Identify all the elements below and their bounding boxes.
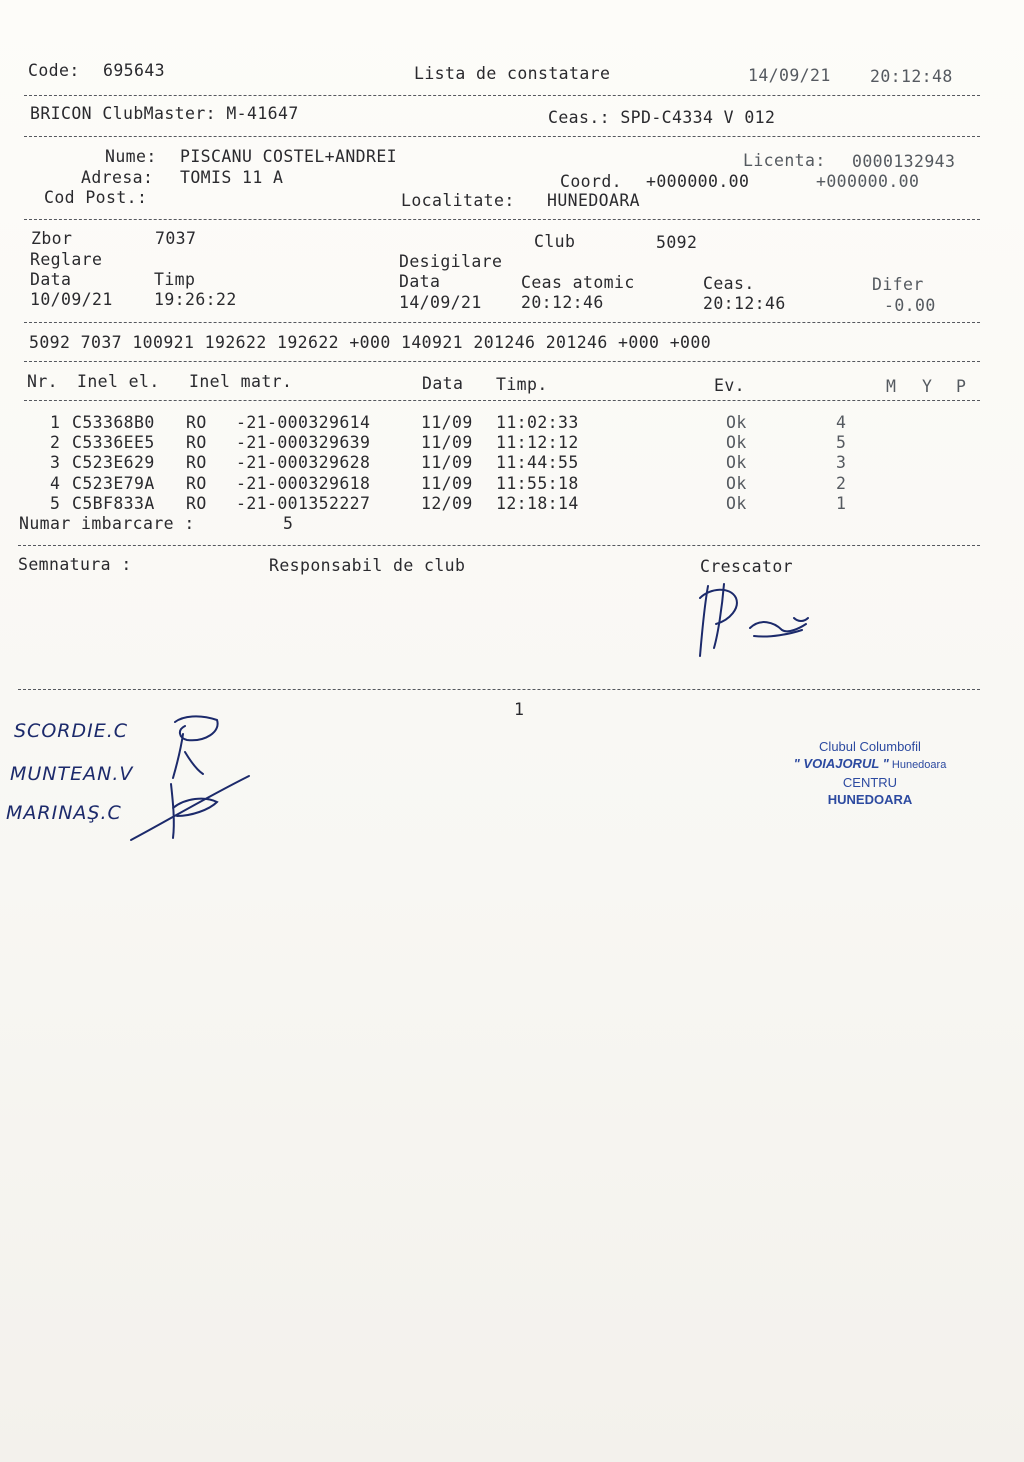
row-data: 11/09	[421, 474, 473, 493]
table-row	[0, 413, 1024, 433]
row-country: RO	[186, 433, 207, 452]
reglare-data-label: Data	[30, 270, 72, 289]
row-country: RO	[186, 474, 207, 493]
difer-label: Difer	[872, 275, 924, 294]
committee-signatures	[125, 712, 255, 852]
row-data: 11/09	[421, 453, 473, 472]
divider	[24, 400, 980, 401]
nume-label: Nume:	[105, 147, 157, 166]
row-country: RO	[186, 453, 207, 472]
table-row	[0, 433, 1024, 453]
zbor-label: Zbor	[31, 229, 73, 248]
stamp-line-4: HUNEDOARA	[827, 792, 913, 807]
row-inel-matr: -21-000329639	[236, 433, 371, 452]
row-nr: 2	[50, 433, 61, 452]
row-data: 11/09	[421, 413, 473, 432]
divider	[24, 322, 980, 323]
header-time: 20:12:48	[870, 67, 953, 86]
club-stamp	[760, 738, 980, 808]
col-inel-matr: Inel matr.	[189, 372, 293, 391]
stamp-line-1: Clubul Columbofil	[819, 739, 921, 754]
col-p: P	[956, 377, 967, 396]
divider	[24, 219, 980, 220]
table-row	[0, 494, 1024, 514]
desigilare-label: Desigilare	[399, 252, 503, 271]
ceas-label: Ceas.	[703, 274, 755, 293]
reglare-timp-label: Timp	[154, 270, 196, 289]
row-inel-matr: -21-000329628	[236, 453, 371, 472]
row-nr: 5	[50, 494, 61, 513]
col-data: Data	[422, 374, 464, 393]
col-m: M	[886, 377, 897, 396]
ceas-atomic-label: Ceas atomic	[521, 273, 635, 292]
code-label: Code:	[28, 61, 80, 80]
row-inel-el: C5336EE5	[72, 433, 155, 452]
row-nr: 1	[50, 413, 61, 432]
stamp-line-3: CENTRU	[842, 775, 898, 790]
stamp-club-name: " VOIAJORUL "	[793, 756, 889, 771]
row-nr: 3	[50, 453, 61, 472]
imbarcare-value: 5	[283, 514, 294, 533]
row-ev: Ok	[726, 413, 747, 432]
nume-value: PISCANU COSTEL+ANDREI	[180, 147, 398, 166]
row-inel-el: C5BF833A	[72, 494, 155, 513]
semnatura-label: Semnatura :	[18, 555, 132, 574]
licenta-label: Licenta:	[743, 151, 826, 170]
code-value: 695643	[103, 61, 166, 80]
codpost-label: Cod Post.:	[44, 188, 148, 207]
row-ev: Ok	[726, 433, 747, 452]
table-row	[0, 453, 1024, 473]
row-m: 2	[836, 474, 847, 493]
row-inel-matr: -21-001352227	[236, 494, 371, 513]
localitate-value: HUNEDOARA	[547, 191, 641, 210]
localitate-label: Localitate:	[401, 191, 515, 210]
page-number: 1	[514, 700, 525, 719]
row-timp: 12:18:14	[496, 494, 579, 513]
divider	[24, 95, 980, 96]
reglare-data: 10/09/21	[30, 290, 113, 309]
row-inel-matr: -21-000329614	[236, 413, 371, 432]
coord-value-1: +000000.00	[646, 172, 750, 191]
row-inel-el: C523E629	[72, 453, 155, 472]
handwritten-name-3: MARINAŞ.C	[6, 802, 122, 824]
row-country: RO	[186, 413, 207, 432]
desigilare-data-label: Data	[399, 272, 441, 291]
row-timp: 11:02:33	[496, 413, 579, 432]
responsabil-label: Responsabil de club	[269, 556, 466, 575]
row-m: 1	[836, 494, 847, 513]
row-inel-el: C523E79A	[72, 474, 155, 493]
desigilare-data: 14/09/21	[399, 293, 482, 312]
clubmaster-id: BRICON ClubMaster: M-41647	[30, 104, 299, 123]
club-value: 5092	[656, 233, 698, 252]
desigilare-ceas: 20:12:46	[703, 294, 786, 313]
row-timp: 11:55:18	[496, 474, 579, 493]
row-nr: 4	[50, 474, 61, 493]
summary-line: 5092 7037 100921 192622 192622 +000 140921 201246 201246 +000 +000	[29, 333, 712, 352]
col-ev: Ev.	[714, 376, 746, 395]
adresa-label: Adresa:	[81, 168, 154, 187]
col-y: Y	[922, 377, 933, 396]
imbarcare-label: Numar imbarcare :	[19, 514, 195, 533]
row-timp: 11:12:12	[496, 433, 579, 452]
row-data: 12/09	[421, 494, 473, 513]
row-ev: Ok	[726, 453, 747, 472]
row-data: 11/09	[421, 433, 473, 452]
difer-value: -0.00	[884, 296, 936, 315]
row-m: 5	[836, 433, 847, 452]
row-m: 3	[836, 453, 847, 472]
zbor-value: 7037	[155, 229, 197, 248]
header-date: 14/09/21	[748, 66, 831, 85]
divider	[24, 361, 980, 362]
ceas-id: Ceas.: SPD-C4334 V 012	[548, 108, 776, 127]
col-nr: Nr.	[27, 372, 59, 391]
stamp-line-2	[760, 755, 980, 774]
reglare-label: Reglare	[30, 250, 103, 269]
crescator-signature	[690, 578, 820, 668]
coord-value-2: +000000.00	[816, 172, 920, 191]
divider	[18, 689, 980, 690]
col-timp: Timp.	[496, 375, 548, 394]
desigilare-ceas-atomic: 20:12:46	[521, 293, 604, 312]
row-m: 4	[836, 413, 847, 432]
reglare-timp: 19:26:22	[154, 290, 237, 309]
stamp-city: Hunedoara	[888, 759, 947, 771]
row-inel-matr: -21-000329618	[236, 474, 371, 493]
col-inel-el: Inel el.	[77, 372, 160, 391]
handwritten-name-1: SCORDIE.C	[14, 720, 129, 742]
divider	[18, 545, 980, 546]
row-ev: Ok	[726, 474, 747, 493]
handwritten-name-2: MUNTEAN.V	[10, 763, 134, 785]
adresa-value: TOMIS 11 A	[180, 168, 284, 187]
row-inel-el: C53368B0	[72, 413, 155, 432]
document-title: Lista de constatare	[414, 64, 611, 83]
licenta-value: 0000132943	[852, 152, 956, 171]
row-timp: 11:44:55	[496, 453, 579, 472]
coord-label: Coord.	[560, 172, 623, 191]
divider	[24, 136, 980, 137]
table-row	[0, 474, 1024, 494]
row-country: RO	[186, 494, 207, 513]
crescator-label: Crescator	[700, 557, 794, 576]
row-ev: Ok	[726, 494, 747, 513]
club-label: Club	[534, 232, 576, 251]
